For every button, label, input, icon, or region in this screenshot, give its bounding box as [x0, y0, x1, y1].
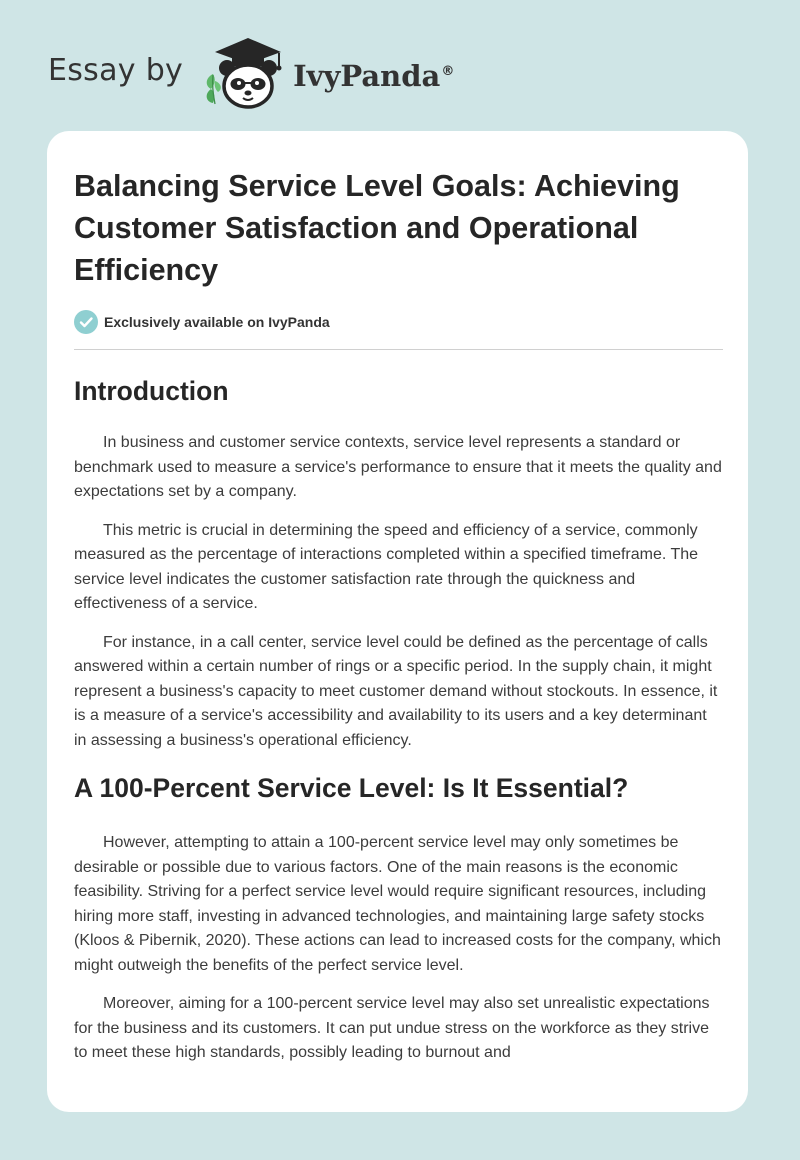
panda-logo-icon: [201, 34, 287, 112]
check-circle-icon: [74, 310, 98, 334]
paragraph: In business and customer service contexts, service level represents a standard or benchmark used to measure a service's performance to ensure that it meets the quality and expectations set by a company.: [74, 434, 722, 500]
brand-name-text: IvyPanda: [293, 59, 441, 93]
paragraph: Moreover, aiming for a 100-percent service level may also set unrealistic expectations for the business and its customers. It can put undue stress on the workforce as they strive to meet these high standards, possibly leading to burnout and: [74, 995, 710, 1061]
brand-name: [293, 59, 454, 93]
exclusive-label: Exclusively available on IvyPanda: [104, 314, 330, 330]
paragraph: For instance, in a call center, service level could be defined as the percentage of calls answered within a certain number of rings or a specific period. In the supply chain, it might represent a business's capacity to meet customer demand without stockouts. In essence, it is a measure of a service's accessibility and availability to its users and a key determinant in assessing a business's operational efficiency.: [74, 633, 718, 749]
registered-mark: ®: [441, 64, 455, 80]
exclusive-badge: [74, 309, 723, 335]
essay-content: [74, 165, 723, 1066]
section-heading-introduction: Introduction: [74, 376, 229, 406]
paragraph: This metric is crucial in determining the speed and efficiency of a service, commonly measured as the percentage of interactions completed within a specified timeframe. The service level indicates the customer satisfaction rate through the quickness and effectiveness of a service.: [74, 521, 699, 612]
essay-title: Balancing Service Level Goals: Achieving Customer Satisfaction and Operational Efficiency: [74, 169, 680, 287]
essay-card: [47, 131, 748, 1112]
section-heading-service-level: A 100-Percent Service Level: Is It Essential?: [74, 773, 629, 803]
title-divider: [74, 349, 723, 350]
brand-prefix: Essay by: [48, 52, 184, 88]
brand-header[interactable]: [48, 34, 454, 112]
paragraph: However, attempting to attain a 100-percent service level may only sometimes be desirable or possible due to various factors. One of the main reasons is the economic feasibility. Striving for a perfect service level would require significant resources, including hiring more staff, investing in advanced technologies, and maintaining large safety stocks (Kloos & Pibernik, 2020). These actions can lead to increased costs for the company, which might outweigh the benefits of the perfect service level.: [74, 834, 721, 974]
